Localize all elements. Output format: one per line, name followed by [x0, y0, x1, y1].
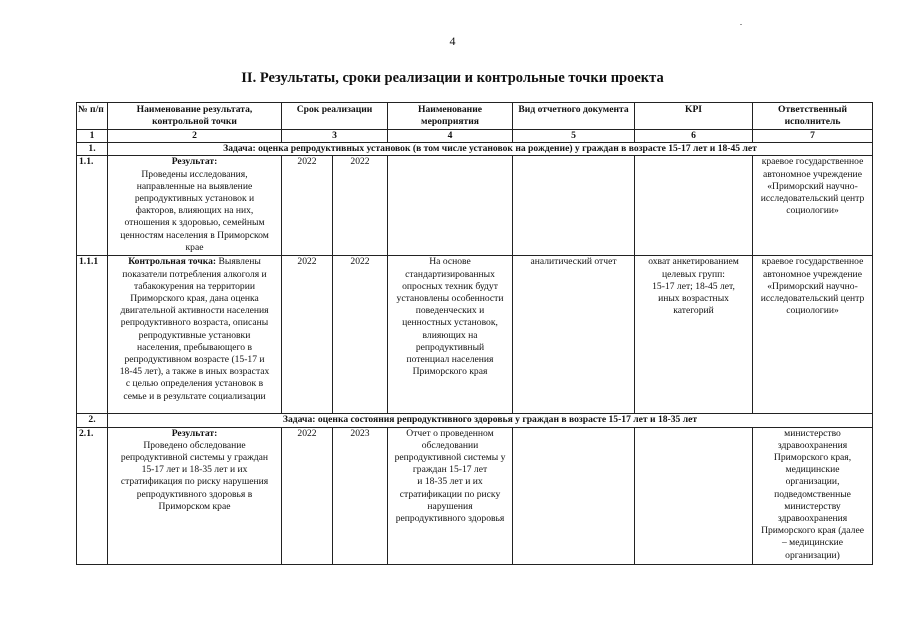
text-line: крае — [185, 241, 204, 253]
text-line: репродуктивного здоровья — [395, 513, 505, 525]
text-line: здравоохранения — [777, 513, 848, 525]
text-line: ценностных установок, — [402, 317, 498, 329]
text-line: исследовательский центр — [760, 293, 865, 305]
row-2-1-label: Результат: — [171, 427, 218, 439]
row-1-1-end: 2022 — [333, 156, 388, 256]
header-executor: Ответственный исполнитель — [753, 103, 873, 130]
text-line: медицинские — [785, 464, 840, 476]
row-1-1-1-start: 2022 — [282, 256, 333, 414]
text-line: краевое государственное — [761, 156, 864, 168]
task-1-text: Задача: оценка репродуктивных установок (в том числе установок на рождение) у граждан в возрасте 15-17 лет и 18-45 лет — [108, 143, 873, 156]
text-line: населения, пребывающего в — [137, 341, 252, 353]
col-number-7: 7 — [753, 130, 873, 143]
row-1-1-1-label: Контрольная точка: — [128, 256, 217, 268]
text-line: потенциал населения — [406, 354, 494, 366]
text-line: министерству — [784, 500, 841, 512]
text-line: направленные на выявление — [136, 180, 253, 192]
text-line: репродуктивного возраста, описаны — [120, 317, 269, 329]
text-line: установлены особенности — [396, 293, 504, 305]
header-document: Вид отчетного документа — [513, 103, 635, 130]
row-1-1-activity — [388, 156, 513, 256]
text-line: министерство — [784, 427, 841, 439]
row-1-1-1-number: 1.1.1 — [77, 256, 108, 414]
text-line: репродуктивного здоровья в — [136, 488, 253, 500]
text-line: репродуктивном возрасте (15-17 и — [124, 354, 265, 366]
header-term: Срок реализации — [282, 103, 388, 130]
text-line: краевое государственное — [761, 256, 864, 268]
row-1-1-1-activity — [388, 256, 513, 414]
header-row — [77, 103, 873, 130]
text-line: 18-45 лет), а также в иных возрастах — [119, 366, 270, 378]
row-1-1-description — [110, 169, 279, 254]
header-kpi: KPI — [635, 103, 753, 130]
text-line: граждан 15-17 лет — [412, 464, 488, 476]
text-line: влияющих на — [422, 329, 478, 341]
column-number-row — [77, 130, 873, 143]
task-2-number: 2. — [77, 414, 108, 427]
text-line: организации, — [785, 476, 840, 488]
text-line: Приморского края — [412, 366, 488, 378]
col-number-1: 1 — [77, 130, 108, 143]
text-line: факторов, влияющих на них, — [135, 205, 254, 217]
row-2-1-end: 2023 — [333, 427, 388, 564]
text-line: семье и в результате социализации — [123, 390, 266, 402]
row-2-1-start: 2022 — [282, 427, 333, 564]
col-number-3: 3 — [282, 130, 388, 143]
page-number: 4 — [449, 34, 456, 48]
row-1-1-document — [513, 156, 635, 256]
text-line: иных возрастных — [658, 293, 729, 305]
row-2-1-activity-text — [390, 428, 510, 526]
text-line: и 18-35 лет и их — [417, 476, 483, 488]
text-line: категорий — [673, 305, 714, 317]
row-1-1-executor-text — [755, 156, 870, 217]
row-1-1-1-document: аналитический отчет — [513, 256, 635, 414]
text-line: репродуктивных установок и — [134, 193, 255, 205]
row-1-1-1-kpi — [635, 256, 753, 414]
row-1-1-1-description — [110, 269, 279, 403]
text-line: ценностям населения в Приморском — [120, 229, 269, 241]
text-line: целевых групп: — [662, 268, 725, 280]
row-1-1-1-activity-text — [390, 256, 510, 378]
task-1-number: 1. — [77, 143, 108, 156]
results-table — [76, 102, 873, 565]
row-1-1-1-executor-text — [755, 256, 870, 317]
row-2-1-kpi — [635, 427, 753, 564]
text-line: репродуктивной системы у — [394, 452, 506, 464]
text-line: стандартизированных — [405, 268, 495, 280]
row-1-1-1-executor — [753, 256, 873, 414]
header-num: № п/п — [77, 103, 108, 130]
row-2-1-executor-text — [755, 428, 870, 562]
col-number-2: 2 — [108, 130, 282, 143]
text-line: двигательной активности населения — [120, 305, 269, 317]
text-line: исследовательский центр — [760, 193, 865, 205]
text-line: Проведено обследование — [143, 439, 246, 451]
text-line: социологии» — [786, 305, 839, 317]
text-line: репродуктивной системы у граждан — [120, 452, 269, 464]
text-line: нарушения — [427, 500, 473, 512]
text-line: На основе — [429, 256, 471, 268]
text-line: отношения к здоровью, семейным — [124, 217, 265, 229]
text-line: здравоохранения — [777, 439, 848, 451]
row-1-1-start: 2022 — [282, 156, 333, 256]
task-row-2 — [77, 414, 873, 427]
col-number-5: 5 — [513, 130, 635, 143]
row-2-1-description — [110, 440, 279, 513]
text-line: «Приморский научно- — [767, 180, 858, 192]
scan-speck — [740, 24, 742, 25]
text-line: организации) — [785, 549, 840, 561]
row-1-1-1-result — [108, 256, 282, 414]
text-line: – медицинские — [781, 537, 844, 549]
text-line: показатели потребления алкоголя и — [122, 268, 267, 280]
text-line: «Приморский научно- — [767, 280, 858, 292]
text-line: стратификации по риску — [399, 488, 501, 500]
row-1-1-result — [108, 156, 282, 256]
text-line: поведенческих и — [415, 305, 485, 317]
row-1-1-number: 1.1. — [77, 156, 108, 256]
text-line: Проведены исследования, — [141, 168, 248, 180]
text-line: Приморского края (далее — [761, 525, 864, 537]
text-line: автономное учреждение — [763, 168, 862, 180]
text-line: 15-17 лет; 18-45 лет, — [652, 280, 735, 292]
row-2-1-executor — [753, 427, 873, 564]
text-line: Приморского края, — [773, 452, 852, 464]
text-line: 15-17 лет и 18-35 лет и их — [141, 464, 248, 476]
row-1-1-1-end: 2022 — [333, 256, 388, 414]
text-line: Приморском крае — [158, 500, 231, 512]
text-line: табакокурения на территории — [133, 280, 256, 292]
task-row-1 — [77, 143, 873, 156]
text-line: репродуктивный — [415, 341, 485, 353]
table-row-1-1-1 — [77, 256, 873, 414]
text-line: социологии» — [786, 205, 839, 217]
col-number-4: 4 — [388, 130, 513, 143]
row-2-1-result — [108, 427, 282, 564]
table-row-2-1 — [77, 427, 873, 564]
row-2-1-document — [513, 427, 635, 564]
row-2-1-number: 2.1. — [77, 427, 108, 564]
header-result: Наименование результата, контрольной точки — [108, 103, 282, 130]
text-line: Приморского края, дана оценка — [130, 293, 259, 305]
text-line: автономное учреждение — [763, 268, 862, 280]
col-number-6: 6 — [635, 130, 753, 143]
row-1-1-label: Результат: — [171, 156, 218, 168]
header-activity: Наименование мероприятия — [388, 103, 513, 130]
row-1-1-kpi — [635, 156, 753, 256]
row-1-1-executor — [753, 156, 873, 256]
text-line: Отчет о проведенном — [406, 427, 494, 439]
row-1-1-1-kpi-text — [637, 256, 750, 317]
text-line: охват анкетированием — [648, 256, 739, 268]
text-line: подведомственные — [774, 488, 851, 500]
table-row-1-1 — [77, 156, 873, 256]
text-line: с целью определения установок в — [125, 378, 264, 390]
row-1-1-1-first-line: Выявлены — [216, 256, 261, 268]
text-line: обследовании — [421, 439, 479, 451]
text-line: опросных техник будут — [402, 280, 498, 292]
section-title: II. Результаты, сроки реализации и контрольные точки проекта — [241, 70, 664, 86]
text-line: репродуктивные установки — [138, 329, 251, 341]
task-2-text: Задача: оценка состояния репродуктивного здоровья у граждан в возрасте 15-17 лет и 18-35 лет — [108, 414, 873, 427]
text-line: стратификация по риску нарушения — [120, 476, 269, 488]
row-2-1-activity — [388, 427, 513, 564]
